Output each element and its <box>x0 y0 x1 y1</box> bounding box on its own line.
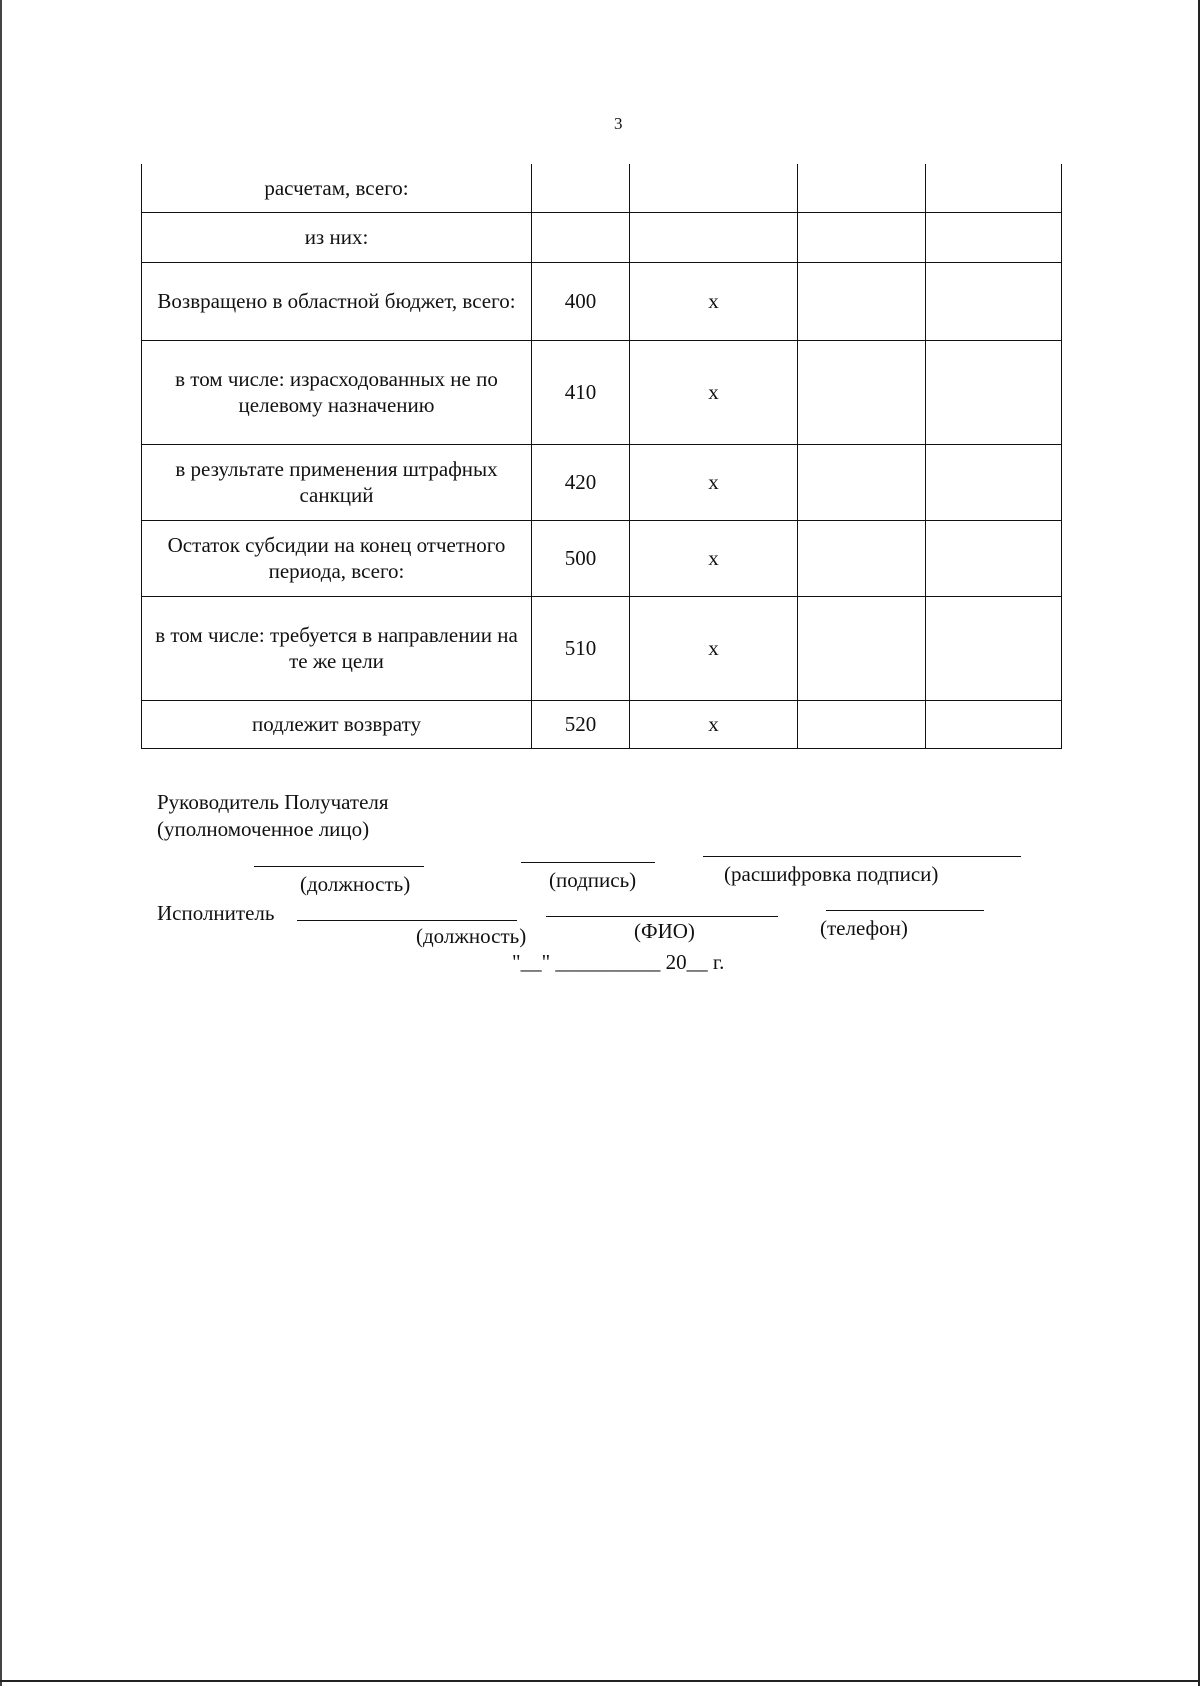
row-x-mark <box>630 212 798 262</box>
decoding-signature-line <box>703 856 1021 857</box>
row-x-mark: x <box>630 700 798 748</box>
table-row <box>142 520 1062 596</box>
row-x-mark: x <box>630 596 798 700</box>
row-label: Остаток субсидии на конец отчетного периода, всего: <box>142 520 532 596</box>
table-row <box>142 700 1062 748</box>
table-row <box>142 444 1062 520</box>
row-label: в том числе: требуется в направлении на те же цели <box>142 596 532 700</box>
row-value-cell <box>798 212 926 262</box>
row-code: 520 <box>532 700 630 748</box>
row-value-cell <box>798 520 926 596</box>
row-value-cell <box>798 262 926 340</box>
executor-label: Исполнитель <box>157 901 275 925</box>
row-code: 510 <box>532 596 630 700</box>
row-label: подлежит возврату <box>142 700 532 748</box>
row-x-mark: x <box>630 340 798 444</box>
row-code <box>532 164 630 212</box>
row-value-cell <box>798 700 926 748</box>
table-row <box>142 596 1062 700</box>
row-code: 410 <box>532 340 630 444</box>
row-label: в том числе: израсходованных не по целевому назначению <box>142 340 532 444</box>
row-x-mark: x <box>630 262 798 340</box>
row-label: расчетам, всего: <box>142 164 532 212</box>
row-value-cell <box>926 520 1062 596</box>
table-row <box>142 340 1062 444</box>
row-code: 400 <box>532 262 630 340</box>
row-value-cell <box>926 164 1062 212</box>
row-x-mark: x <box>630 444 798 520</box>
row-value-cell <box>926 340 1062 444</box>
row-code: 420 <box>532 444 630 520</box>
executor-phone-line <box>826 910 984 911</box>
page-border-left <box>0 0 2 1686</box>
row-value-cell <box>926 444 1062 520</box>
position-signature-line <box>254 866 424 867</box>
row-x-mark <box>630 164 798 212</box>
head-title: Руководитель Получателя <box>157 790 389 814</box>
caption-decoding: (расшифровка подписи) <box>724 862 939 886</box>
row-value-cell <box>798 164 926 212</box>
caption-phone: (телефон) <box>820 916 908 940</box>
row-x-mark: x <box>630 520 798 596</box>
executor-position-line <box>297 920 517 921</box>
table-row <box>142 262 1062 340</box>
table-row <box>142 164 1062 212</box>
row-code <box>532 212 630 262</box>
row-value-cell <box>798 444 926 520</box>
row-value-cell <box>798 340 926 444</box>
head-subtitle: (уполномоченное лицо) <box>157 817 370 841</box>
page-number: 3 <box>614 114 623 133</box>
executor-fio-line <box>546 916 778 917</box>
caption-signature: (подпись) <box>549 868 637 892</box>
row-code: 500 <box>532 520 630 596</box>
signature-line <box>521 862 655 863</box>
row-label: в результате применения штрафных санкций <box>142 444 532 520</box>
report-table <box>141 164 1062 749</box>
caption-position: (должность) <box>300 872 411 896</box>
row-value-cell <box>798 596 926 700</box>
row-label: Возвращено в областной бюджет, всего: <box>142 262 532 340</box>
table-row <box>142 212 1062 262</box>
report-table-container <box>141 164 1061 749</box>
row-value-cell <box>926 700 1062 748</box>
date-line: "__" __________ 20__ г. <box>512 950 725 974</box>
caption-executor-position: (должность) <box>416 924 527 948</box>
row-value-cell <box>926 596 1062 700</box>
page-border-bottom <box>0 1680 1200 1682</box>
row-label: из них: <box>142 212 532 262</box>
caption-fio: (ФИО) <box>634 919 695 943</box>
row-value-cell <box>926 262 1062 340</box>
row-value-cell <box>926 212 1062 262</box>
